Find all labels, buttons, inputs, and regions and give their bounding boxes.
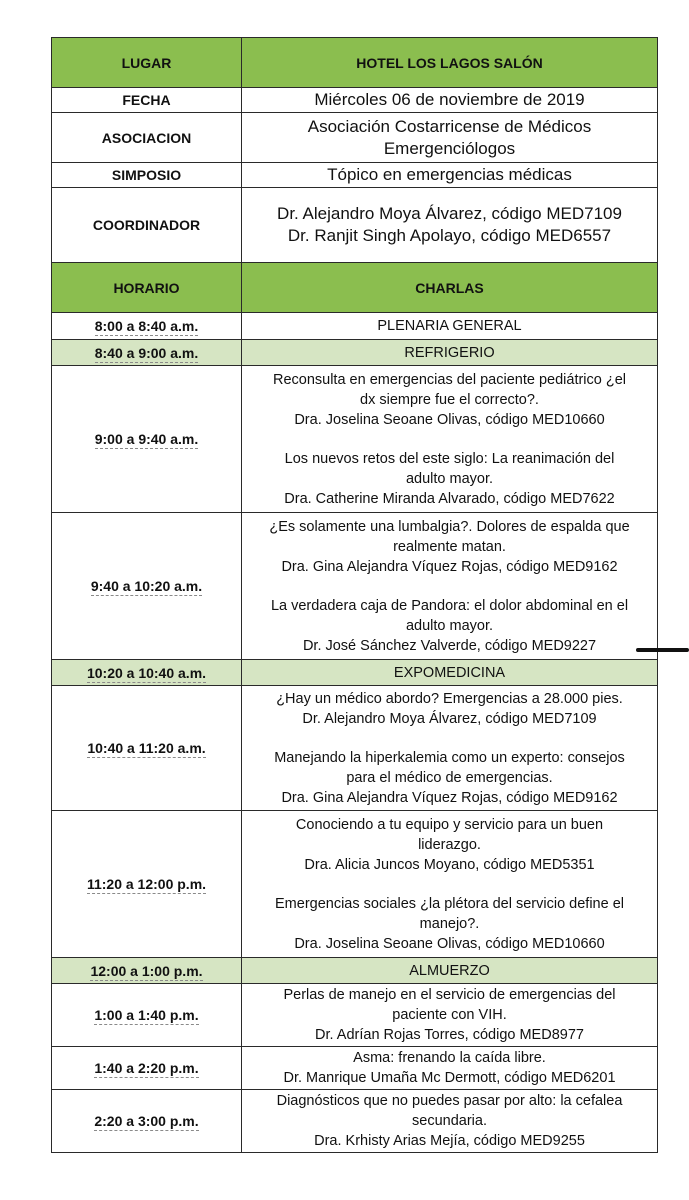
talk-speaker: Dr. José Sánchez Valverde, código MED9227 xyxy=(302,637,597,654)
lugar-label: LUGAR xyxy=(52,38,242,88)
time-slot: 1:40 a 2:20 p.m. xyxy=(52,1047,242,1090)
talk-speaker: Dra. Gina Alejandra Víquez Rojas, código MED9162 xyxy=(281,789,618,806)
lugar-row xyxy=(52,38,658,88)
talk-title: ¿Es solamente una lumbalgia?. Dolores de espalda que xyxy=(269,518,630,535)
talk-title: Reconsulta en emergencias del paciente pediátrico ¿el xyxy=(272,371,627,388)
session-label: PLENARIA GENERAL xyxy=(242,313,658,340)
schedule-row xyxy=(52,313,658,340)
talk-title: dx siempre fue el correcto?. xyxy=(360,391,539,408)
talk xyxy=(246,1091,653,1151)
schedule-row xyxy=(52,811,658,958)
talk-title: secundaria. xyxy=(412,1113,487,1129)
asociacion-row xyxy=(52,113,658,163)
talk-speaker: Dra. Alicia Juncos Moyano, código MED5351 xyxy=(304,856,595,873)
talk-title: Emergencias sociales ¿la plétora del servicio define el xyxy=(275,895,624,912)
talks-cell xyxy=(242,1047,658,1090)
talk xyxy=(246,596,653,656)
pen-mark xyxy=(636,648,689,652)
time-slot: 10:40 a 11:20 a.m. xyxy=(52,686,242,811)
talk-title: Conociendo a tu equipo y servicio para un buen xyxy=(295,816,604,833)
talk-speaker: Dr. Adrían Rojas Torres, código MED8977 xyxy=(315,1027,584,1043)
time-slot: 1:00 a 1:40 p.m. xyxy=(52,984,242,1047)
talk-title: liderazgo. xyxy=(418,836,481,853)
talk-title: La verdadera caja de Pandora: el dolor abdominal en el xyxy=(270,597,629,614)
talk-title: Diagnósticos que no puedes pasar por alto: la cefalea xyxy=(276,1093,623,1109)
time-slot: 11:20 a 12:00 p.m. xyxy=(52,811,242,958)
fecha-value: Miércoles 06 de noviembre de 2019 xyxy=(242,88,658,113)
time-slot: 12:00 a 1:00 p.m. xyxy=(52,958,242,984)
talks-cell xyxy=(242,686,658,811)
simposio-label: SIMPOSIO xyxy=(52,163,242,188)
talk xyxy=(246,815,653,875)
talk xyxy=(246,985,653,1045)
symposium-agenda-table xyxy=(51,37,658,1153)
time-slot: 8:40 a 9:00 a.m. xyxy=(52,340,242,366)
talk-title: Asma: frenando la caída libre. xyxy=(353,1050,546,1066)
horario-header: HORARIO xyxy=(52,263,242,313)
talk-title: Perlas de manejo en el servicio de emergencias del xyxy=(283,987,616,1003)
coordinador-row xyxy=(52,188,658,263)
time-slot: 10:20 a 10:40 a.m. xyxy=(52,660,242,686)
asociacion-value: Asociación Costarricense de Médicos Emergenciólogos xyxy=(242,113,658,163)
talk xyxy=(246,449,653,509)
schedule-row xyxy=(52,686,658,811)
simposio-value: Tópico en emergencias médicas xyxy=(242,163,658,188)
break-row xyxy=(52,958,658,984)
charlas-header: CHARLAS xyxy=(242,263,658,313)
schedule-row xyxy=(52,1047,658,1090)
schedule-row xyxy=(52,984,658,1047)
coordinador-value xyxy=(242,188,658,263)
talk-speaker: Dr. Alejandro Moya Álvarez, código MED7109 xyxy=(302,710,597,727)
talk-title: manejo?. xyxy=(419,915,480,932)
simposio-row xyxy=(52,163,658,188)
talk-speaker: Dra. Gina Alejandra Víquez Rojas, código MED9162 xyxy=(281,558,618,575)
talk-title: realmente matan. xyxy=(393,538,506,555)
break-label: ALMUERZO xyxy=(242,958,658,984)
talk-title: para el médico de emergencias. xyxy=(346,769,553,786)
break-label: EXPOMEDICINA xyxy=(242,660,658,686)
break-row xyxy=(52,660,658,686)
talk xyxy=(246,748,653,808)
break-row xyxy=(52,340,658,366)
talks-cell xyxy=(242,1090,658,1153)
break-label: REFRIGERIO xyxy=(242,340,658,366)
talk xyxy=(246,370,653,430)
fecha-row xyxy=(52,88,658,113)
talk xyxy=(246,689,653,729)
lugar-value: HOTEL LOS LAGOS SALÓN xyxy=(242,38,658,88)
talk-title: paciente con VIH. xyxy=(392,1007,507,1023)
coordinador-1: Dr. Alejandro Moya Álvarez, código MED7109 xyxy=(277,204,622,223)
asociacion-label: ASOCIACION xyxy=(52,113,242,163)
coordinador-2: Dr. Ranjit Singh Apolayo, código MED6557 xyxy=(287,226,612,245)
time-slot: 2:20 a 3:00 p.m. xyxy=(52,1090,242,1153)
time-slot: 8:00 a 8:40 a.m. xyxy=(52,313,242,340)
talks-cell xyxy=(242,984,658,1047)
talk-title: adulto mayor. xyxy=(405,470,494,487)
talk xyxy=(246,517,653,577)
talk xyxy=(246,894,653,954)
talk-title: ¿Hay un médico abordo? Emergencias a 28.000 pies. xyxy=(276,690,623,707)
time-slot: 9:00 a 9:40 a.m. xyxy=(52,366,242,513)
talk-speaker: Dra. Krhisty Arias Mejía, código MED9255 xyxy=(314,1133,585,1149)
talk xyxy=(246,1048,653,1088)
talks-cell xyxy=(242,811,658,958)
fecha-label: FECHA xyxy=(52,88,242,113)
talks-cell xyxy=(242,513,658,660)
talk-title: Los nuevos retos del este siglo: La reanimación del xyxy=(284,450,615,467)
time-slot: 9:40 a 10:20 a.m. xyxy=(52,513,242,660)
talk-speaker: Dr. Manrique Umaña Mc Dermott, código MED6201 xyxy=(283,1070,616,1086)
schedule-row xyxy=(52,1090,658,1153)
talk-speaker: Dra. Joselina Seoane Olivas, código MED10660 xyxy=(294,935,605,952)
coordinador-label: COORDINADOR xyxy=(52,188,242,263)
talk-speaker: Dra. Joselina Seoane Olivas, código MED10660 xyxy=(294,411,605,428)
talk-speaker: Dra. Catherine Miranda Alvarado, código MED7622 xyxy=(284,490,615,507)
talk-title: adulto mayor. xyxy=(405,617,494,634)
schedule-row xyxy=(52,513,658,660)
schedule-header-row xyxy=(52,263,658,313)
talks-cell xyxy=(242,366,658,513)
schedule-row xyxy=(52,366,658,513)
talk-title: Manejando la hiperkalemia como un experto: consejos xyxy=(274,749,625,766)
